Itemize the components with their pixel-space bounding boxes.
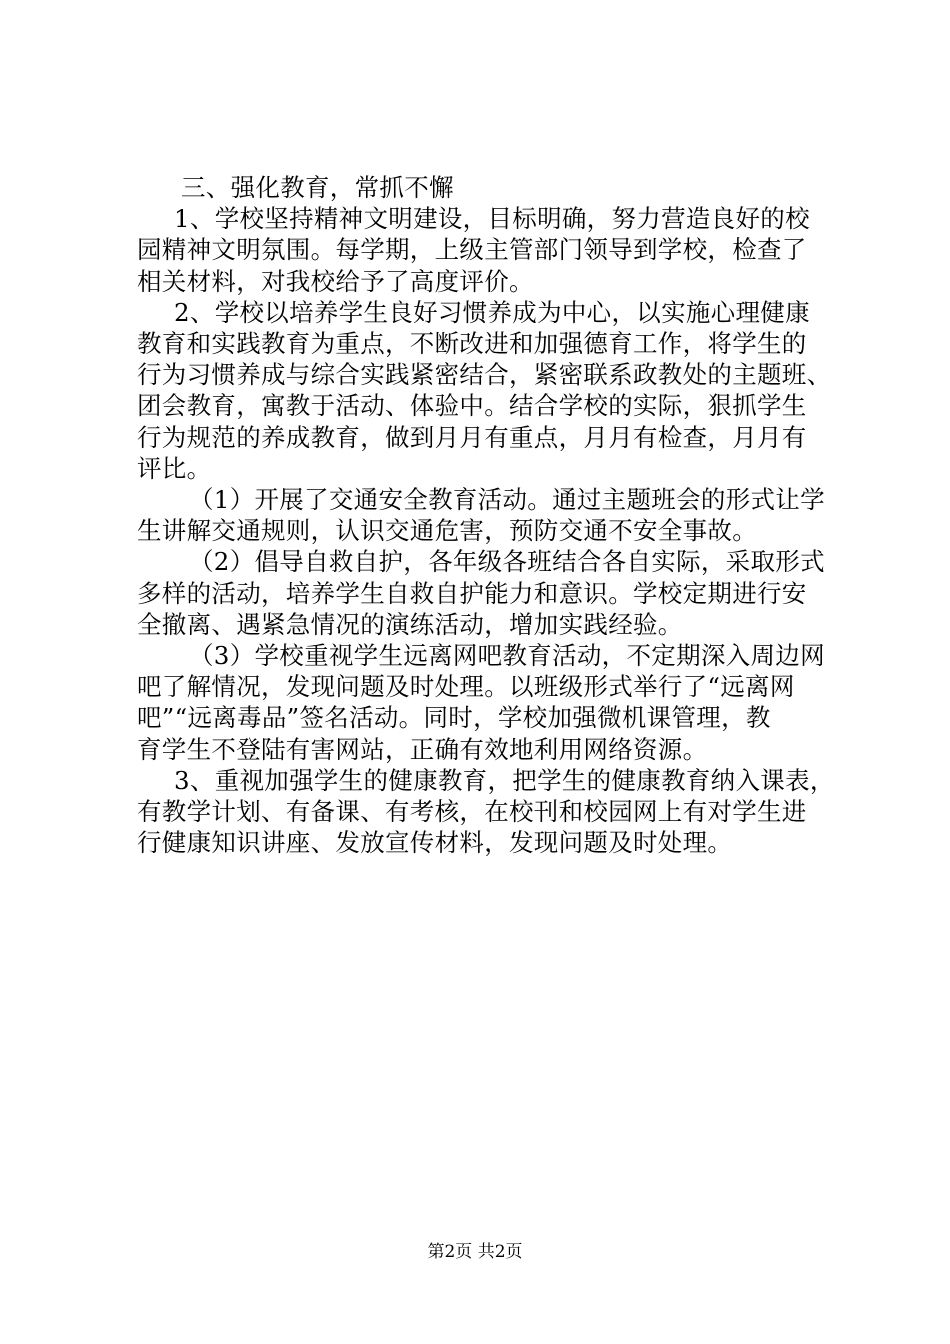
- page-footer: 第2页 共2页: [427, 1242, 523, 1262]
- paragraph-3: 3、重视加强学生的健康教育，把学生的健康教育纳入课表， 有教学计划、有备课、有考核，在校刊和校园网上有对学生进 行健康知识讲座、发放宣传材料，发现问题及时处理。: [137, 765, 835, 858]
- paragraph-sub-3: （3）学校重视学生远离网吧教育活动，不定期深入周边网 吧了解情况，发现问题及时处理。以班级形式举行了“远离网 吧”“远离毒品”签名活动。同时，学校加强微机课管理，教 育学生不登陆有害网站，正确有效地利用网络资源。: [137, 641, 825, 764]
- section-heading: 三、强化教育，常抓不懈: [181, 173, 454, 202]
- paragraph-sub-2: （2）倡导自救自护，各年级各班结合各自实际，采取形式 多样的活动，培养学生自救自护能力和意识。学校定期进行安 全撤离、遇紧急情况的演练活动，增加实践经验。: [137, 547, 825, 639]
- paragraph-sub-1: （1）开展了交通安全教育活动。通过主题班会的形式让学 生讲解交通规则，认识交通危害，预防交通不安全事故。: [137, 485, 825, 546]
- paragraph-1: 1、学校坚持精神文明建设，目标明确，努力营造良好的校 园精神文明氛围。每学期，上级主管部门领导到学校，检查了 相关材料，对我校给予了高度评价。: [137, 204, 810, 296]
- paragraph-2: 2、学校以培养学生良好习惯养成为中心，以实施心理健康 教育和实践教育为重点，不断改进和加强德育工作，将学生的 行为习惯养成与综合实践紧密结合，紧密联系政教处的主题班、 团会教育，寓教于活动、体验中。结合学校的实际，狠抓学生 行为规范的养成教育，做到月月有重点，月月有检查，月月有 评比。: [137, 297, 832, 483]
- document-body: [137, 172, 837, 858]
